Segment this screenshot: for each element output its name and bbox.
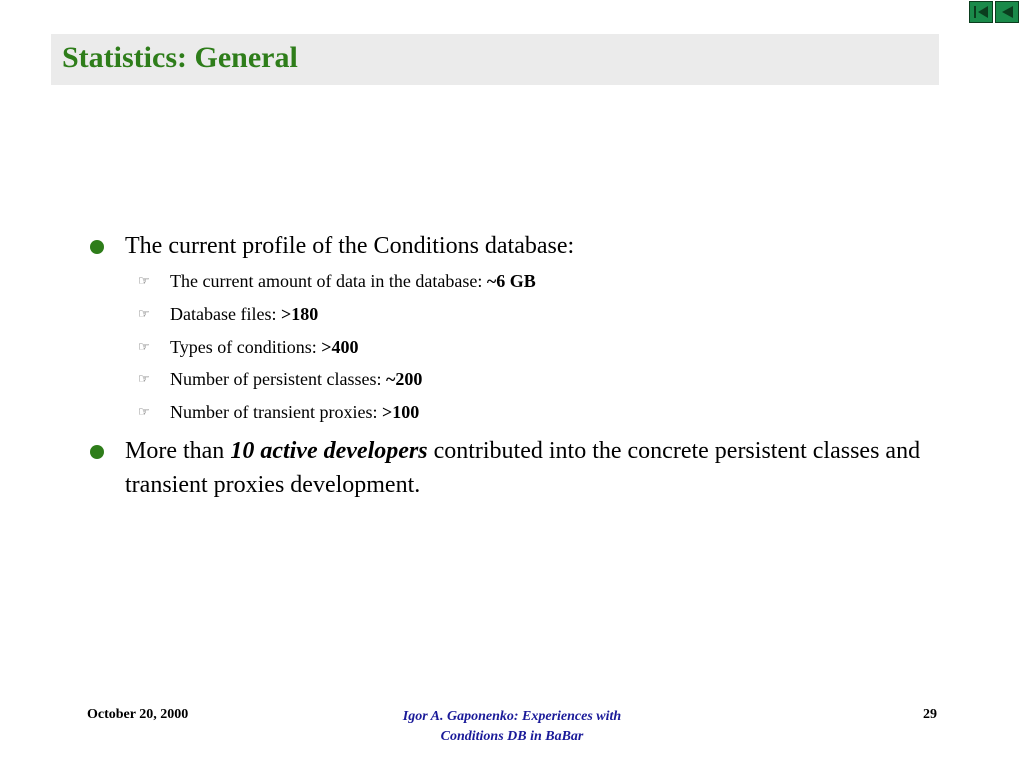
bullet-dot-icon <box>90 240 104 254</box>
bullet-prefix: More than <box>125 438 231 464</box>
sub-bullet-text <box>170 302 318 326</box>
sub-bullet-value: >100 <box>381 402 420 422</box>
sub-bullet-label: Number of persistent classes: <box>170 369 386 389</box>
pointing-hand-icon: ☞ <box>138 273 150 288</box>
pointing-hand-icon: ☞ <box>138 339 150 354</box>
footer-page-number: 29 <box>923 707 937 722</box>
bullet-emphasis: 10 active developers <box>230 438 428 464</box>
sub-bullet-label: Types of conditions: <box>170 337 322 357</box>
sub-bullet-value: ~200 <box>385 369 423 389</box>
sub-bullet-label: Database files: <box>170 304 281 324</box>
pointing-hand-icon: ☞ <box>138 371 150 386</box>
sub-bullet-value: ~6 GB <box>486 271 536 291</box>
pointing-hand-icon: ☞ <box>138 306 150 321</box>
pointing-hand-icon: ☞ <box>138 404 150 419</box>
sub-bullet-label: Number of transient proxies: <box>170 402 382 422</box>
footer-author-line2: Conditions DB in BaBar <box>440 729 584 744</box>
slide-title: Statistics: General <box>62 41 298 74</box>
footer-date: October 20, 2000 <box>87 707 189 722</box>
bullet-dot-icon <box>90 445 104 459</box>
footer-author-line1: Igor A. Gaponenko: Experiences with <box>402 709 622 724</box>
sub-bullet-value: >180 <box>280 304 319 324</box>
sub-bullet-text <box>170 269 536 293</box>
sub-bullet-text <box>170 335 359 359</box>
footer-author <box>362 707 662 747</box>
bullet-text: The current profile of the Conditions database: <box>125 233 575 259</box>
sub-bullet-text <box>170 400 419 424</box>
sub-bullet-text <box>170 367 422 391</box>
sub-bullet-value: >400 <box>321 337 359 357</box>
bullet-text <box>125 434 945 502</box>
sub-bullet-label: The current amount of data in the database: <box>170 271 487 291</box>
bullet-suffix: contributed into the concrete persistent classes and transient proxies development. <box>125 438 921 498</box>
